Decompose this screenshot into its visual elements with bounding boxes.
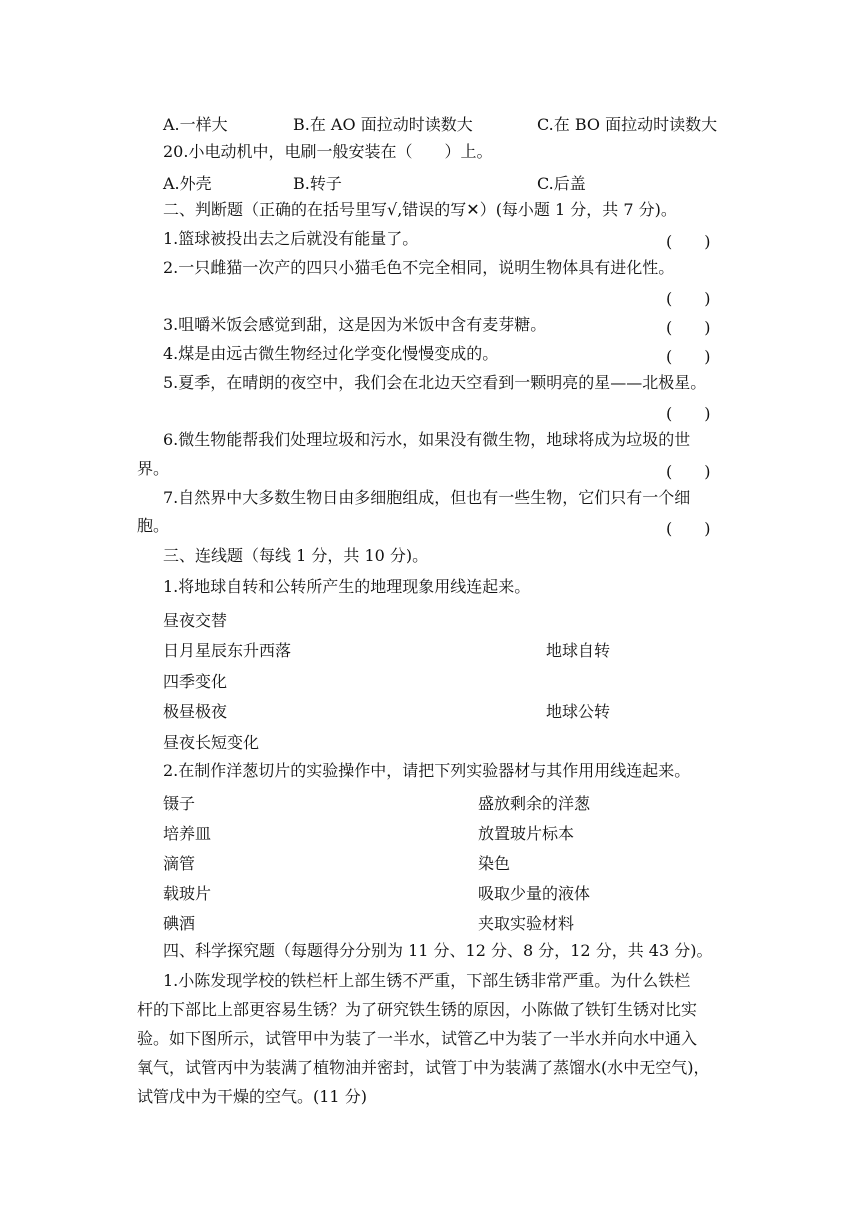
judge-item-6-cont: 界。	[137, 459, 170, 478]
section2-heading: 二、判断题（正确的在括号里写√,错误的写✕）(每小题 1 分，共 7 分)。	[163, 200, 677, 219]
answer-blank[interactable]: ( )	[666, 462, 711, 481]
section3-heading: 三、连线题（每线 1 分，共 10 分)。	[163, 546, 429, 565]
q19-option-c: C.在 BO 面拉动时读数大	[537, 115, 718, 134]
match-q1-right-item[interactable]: 地球自转	[546, 641, 611, 660]
q19-option-b: B.在 AO 面拉动时读数大	[293, 115, 473, 134]
match-q1-left-item[interactable]: 昼夜交替	[163, 611, 228, 630]
match-q2-left-item[interactable]: 培养皿	[163, 824, 212, 843]
judge-item-7: 7.自然界中大多数生物日由多细胞组成，但也有一些生物，它们只有一个细	[163, 488, 691, 507]
q20-stem: 20.小电动机中，电刷一般安装在（ ）上。	[163, 142, 493, 161]
inquiry-q1-line: 验。如下图所示，试管甲中为装了一半水，试管乙中为装了一半水并向水中通入	[137, 1029, 698, 1048]
match-q2-right-item[interactable]: 盛放剩余的洋葱	[478, 794, 591, 813]
inquiry-q1-line: 1.小陈发现学校的铁栏杆上部生锈不严重，下部生锈非常严重。为什么铁栏	[163, 971, 691, 990]
inquiry-q1-line: 氧气，试管丙中为装满了植物油并密封，试管丁中为装满了蒸馏水(水中无空气)，	[137, 1058, 710, 1077]
answer-blank[interactable]: ( )	[666, 347, 711, 366]
answer-blank[interactable]: ( )	[666, 519, 711, 538]
match-q2-right-item[interactable]: 吸取少量的液体	[478, 884, 591, 903]
judge-item-7-cont: 胞。	[137, 516, 170, 535]
match-q2-right-item[interactable]: 夹取实验材料	[478, 914, 575, 933]
match-q1-stem: 1.将地球自转和公转所产生的地理现象用线连起来。	[163, 577, 531, 596]
match-q2-stem: 2.在制作洋葱切片的实验操作中，请把下列实验器材与其作用用线连起来。	[163, 761, 691, 780]
answer-blank[interactable]: ( )	[666, 404, 711, 423]
inquiry-q1-line: 试管戊中为干燥的空气。(11 分)	[137, 1087, 367, 1106]
q20-option-c: C.后盖	[537, 174, 586, 193]
judge-item-5: 5.夏季，在晴朗的夜空中，我们会在北边天空看到一颗明亮的星——北极星。	[163, 373, 707, 392]
answer-blank[interactable]: ( )	[666, 232, 711, 251]
judge-item-2: 2.一只雌猫一次产的四只小猫毛色不完全相同，说明生物体具有进化性。	[163, 258, 675, 277]
match-q2-right-item[interactable]: 放置玻片标本	[478, 824, 575, 843]
match-q1-left-item[interactable]: 昼夜长短变化	[163, 733, 260, 752]
judge-item-4: 4.煤是由远古微生物经过化学变化慢慢变成的。	[163, 344, 499, 363]
match-q2-left-item[interactable]: 滴管	[163, 854, 196, 873]
q19-option-a: A.一样大	[163, 115, 228, 134]
match-q2-right-item[interactable]: 染色	[478, 854, 511, 873]
answer-blank[interactable]: ( )	[666, 289, 711, 308]
judge-item-6: 6.微生物能帮我们处理垃圾和污水，如果没有微生物，地球将成为垃圾的世	[163, 430, 691, 449]
q20-option-a: A.外壳	[163, 174, 212, 193]
match-q2-left-item[interactable]: 载玻片	[163, 884, 212, 903]
match-q1-left-item[interactable]: 四季变化	[163, 672, 228, 691]
q20-option-b: B.转子	[293, 174, 342, 193]
answer-blank[interactable]: ( )	[666, 318, 711, 337]
match-q2-left-item[interactable]: 镊子	[163, 794, 196, 813]
judge-item-1: 1.篮球被投出去之后就没有能量了。	[163, 229, 419, 248]
match-q1-left-item[interactable]: 日月星辰东升西落	[163, 641, 292, 660]
match-q2-left-item[interactable]: 碘酒	[163, 914, 196, 933]
section4-heading: 四、科学探究题（每题得分分别为 11 分、12 分、8 分，12 分，共 43 分)。	[163, 941, 713, 960]
match-q1-right-item[interactable]: 地球公转	[546, 702, 611, 721]
judge-item-3: 3.咀嚼米饭会感觉到甜，这是因为米饭中含有麦芽糖。	[163, 315, 547, 334]
inquiry-q1-line: 杆的下部比上部更容易生锈？为了研究铁生锈的原因，小陈做了铁钉生锈对比实	[137, 1000, 698, 1019]
match-q1-left-item[interactable]: 极昼极夜	[163, 702, 228, 721]
